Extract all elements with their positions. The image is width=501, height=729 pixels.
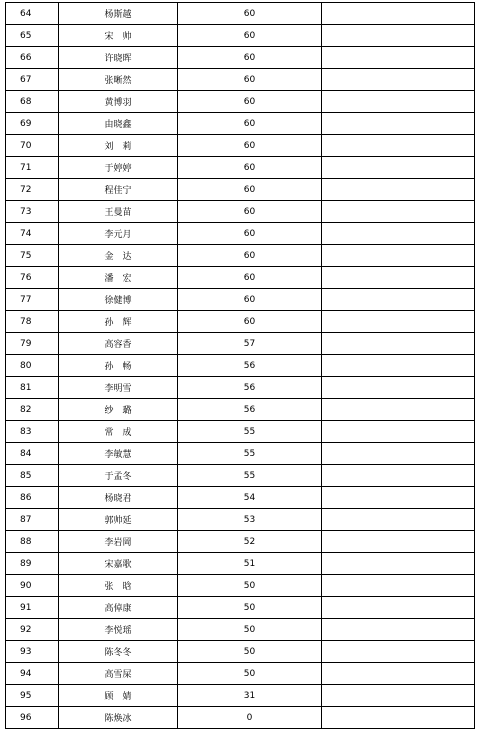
- remark-cell: [322, 3, 475, 25]
- table-row: [6, 179, 475, 201]
- remark-cell: [322, 91, 475, 113]
- row-number-cell: 74: [6, 223, 59, 245]
- score-cell: 50: [178, 663, 322, 685]
- score-cell: 60: [178, 179, 322, 201]
- row-number-cell: 95: [6, 685, 59, 707]
- remark-cell: [322, 25, 475, 47]
- score-cell: 60: [178, 69, 322, 91]
- name-cell: 杨斯越: [59, 3, 178, 25]
- score-cell: 53: [178, 509, 322, 531]
- table-row: [6, 487, 475, 509]
- remark-cell: [322, 597, 475, 619]
- remark-cell: [322, 421, 475, 443]
- row-number-cell: 80: [6, 355, 59, 377]
- score-cell: 50: [178, 597, 322, 619]
- row-number-cell: 85: [6, 465, 59, 487]
- remark-cell: [322, 311, 475, 333]
- table-row: [6, 575, 475, 597]
- score-cell: 54: [178, 487, 322, 509]
- score-cell: 60: [178, 223, 322, 245]
- remark-cell: [322, 355, 475, 377]
- table-row: [6, 223, 475, 245]
- name-cell: 宋嘉歌: [59, 553, 178, 575]
- remark-cell: [322, 487, 475, 509]
- table-row: [6, 333, 475, 355]
- table-row: [6, 421, 475, 443]
- table-row: [6, 355, 475, 377]
- table-row: [6, 25, 475, 47]
- name-cell: 李明雪: [59, 377, 178, 399]
- table-row: [6, 289, 475, 311]
- table-row: [6, 465, 475, 487]
- score-cell: 60: [178, 157, 322, 179]
- table-row: [6, 399, 475, 421]
- score-cell: 31: [178, 685, 322, 707]
- table-row: [6, 201, 475, 223]
- score-cell: 60: [178, 91, 322, 113]
- name-cell: 杨晓君: [59, 487, 178, 509]
- row-number-cell: 94: [6, 663, 59, 685]
- score-cell: 56: [178, 355, 322, 377]
- remark-cell: [322, 267, 475, 289]
- score-cell: 60: [178, 3, 322, 25]
- remark-cell: [322, 201, 475, 223]
- remark-cell: [322, 69, 475, 91]
- score-cell: 55: [178, 443, 322, 465]
- row-number-cell: 64: [6, 3, 59, 25]
- name-cell: 刘 莉: [59, 135, 178, 157]
- row-number-cell: 75: [6, 245, 59, 267]
- remark-cell: [322, 707, 475, 729]
- row-number-cell: 84: [6, 443, 59, 465]
- row-number-cell: 70: [6, 135, 59, 157]
- name-cell: 孙 畅: [59, 355, 178, 377]
- score-cell: 55: [178, 465, 322, 487]
- remark-cell: [322, 399, 475, 421]
- remark-cell: [322, 289, 475, 311]
- row-number-cell: 65: [6, 25, 59, 47]
- name-cell: 纱 璐: [59, 399, 178, 421]
- name-cell: 徐健博: [59, 289, 178, 311]
- score-cell: 57: [178, 333, 322, 355]
- remark-cell: [322, 685, 475, 707]
- name-cell: 高容香: [59, 333, 178, 355]
- row-number-cell: 77: [6, 289, 59, 311]
- name-cell: 张 晗: [59, 575, 178, 597]
- name-cell: 陈冬冬: [59, 641, 178, 663]
- table-row: [6, 157, 475, 179]
- row-number-cell: 81: [6, 377, 59, 399]
- table-row: [6, 245, 475, 267]
- row-number-cell: 93: [6, 641, 59, 663]
- name-cell: 李悦瑶: [59, 619, 178, 641]
- name-cell: 李敏慧: [59, 443, 178, 465]
- row-number-cell: 89: [6, 553, 59, 575]
- row-number-cell: 90: [6, 575, 59, 597]
- remark-cell: [322, 531, 475, 553]
- row-number-cell: 92: [6, 619, 59, 641]
- remark-cell: [322, 509, 475, 531]
- score-cell: 55: [178, 421, 322, 443]
- table-row: [6, 47, 475, 69]
- remark-cell: [322, 619, 475, 641]
- table-row: [6, 509, 475, 531]
- remark-cell: [322, 135, 475, 157]
- row-number-cell: 87: [6, 509, 59, 531]
- row-number-cell: 79: [6, 333, 59, 355]
- remark-cell: [322, 663, 475, 685]
- table-row: [6, 597, 475, 619]
- name-cell: 高倬康: [59, 597, 178, 619]
- name-cell: 孙 辉: [59, 311, 178, 333]
- remark-cell: [322, 443, 475, 465]
- table-row: [6, 311, 475, 333]
- score-cell: 60: [178, 25, 322, 47]
- remark-cell: [322, 377, 475, 399]
- remark-cell: [322, 113, 475, 135]
- row-number-cell: 82: [6, 399, 59, 421]
- score-cell: 50: [178, 641, 322, 663]
- remark-cell: [322, 223, 475, 245]
- score-cell: 56: [178, 377, 322, 399]
- name-cell: 宋 帅: [59, 25, 178, 47]
- remark-cell: [322, 575, 475, 597]
- name-cell: 许晓晖: [59, 47, 178, 69]
- name-cell: 于孟冬: [59, 465, 178, 487]
- score-cell: 52: [178, 531, 322, 553]
- table-row: [6, 531, 475, 553]
- row-number-cell: 72: [6, 179, 59, 201]
- row-number-cell: 67: [6, 69, 59, 91]
- name-cell: 陈焕冰: [59, 707, 178, 729]
- row-number-cell: 69: [6, 113, 59, 135]
- name-cell: 由晓鑫: [59, 113, 178, 135]
- remark-cell: [322, 553, 475, 575]
- name-cell: 郭帅延: [59, 509, 178, 531]
- score-cell: 56: [178, 399, 322, 421]
- row-number-cell: 68: [6, 91, 59, 113]
- name-cell: 李元月: [59, 223, 178, 245]
- row-number-cell: 91: [6, 597, 59, 619]
- row-number-cell: 86: [6, 487, 59, 509]
- name-cell: 李岩岡: [59, 531, 178, 553]
- table-row: [6, 377, 475, 399]
- table-row: [6, 663, 475, 685]
- name-cell: 潘 宏: [59, 267, 178, 289]
- score-table-body: [6, 3, 475, 729]
- name-cell: 于婷婷: [59, 157, 178, 179]
- name-cell: 常 成: [59, 421, 178, 443]
- table-row: [6, 91, 475, 113]
- row-number-cell: 78: [6, 311, 59, 333]
- table-row: [6, 619, 475, 641]
- row-number-cell: 76: [6, 267, 59, 289]
- name-cell: 张晰然: [59, 69, 178, 91]
- score-cell: 50: [178, 575, 322, 597]
- remark-cell: [322, 245, 475, 267]
- score-cell: 60: [178, 289, 322, 311]
- table-row: [6, 3, 475, 25]
- table-row: [6, 69, 475, 91]
- row-number-cell: 83: [6, 421, 59, 443]
- row-number-cell: 73: [6, 201, 59, 223]
- name-cell: 程佳宁: [59, 179, 178, 201]
- table-row: [6, 685, 475, 707]
- score-cell: 60: [178, 311, 322, 333]
- row-number-cell: 71: [6, 157, 59, 179]
- score-cell: 60: [178, 113, 322, 135]
- row-number-cell: 96: [6, 707, 59, 729]
- row-number-cell: 66: [6, 47, 59, 69]
- table-row: [6, 707, 475, 729]
- remark-cell: [322, 47, 475, 69]
- remark-cell: [322, 641, 475, 663]
- score-cell: 60: [178, 245, 322, 267]
- remark-cell: [322, 157, 475, 179]
- score-table: [5, 2, 475, 729]
- name-cell: 高雪屎: [59, 663, 178, 685]
- score-cell: 50: [178, 619, 322, 641]
- table-row: [6, 135, 475, 157]
- score-cell: 60: [178, 135, 322, 157]
- row-number-cell: 88: [6, 531, 59, 553]
- score-cell: 60: [178, 201, 322, 223]
- remark-cell: [322, 465, 475, 487]
- remark-cell: [322, 333, 475, 355]
- score-cell: 0: [178, 707, 322, 729]
- name-cell: 顾 婧: [59, 685, 178, 707]
- score-cell: 60: [178, 267, 322, 289]
- name-cell: 黄博羽: [59, 91, 178, 113]
- remark-cell: [322, 179, 475, 201]
- table-row: [6, 553, 475, 575]
- score-cell: 60: [178, 47, 322, 69]
- score-cell: 51: [178, 553, 322, 575]
- table-row: [6, 443, 475, 465]
- name-cell: 金 达: [59, 245, 178, 267]
- name-cell: 王曼苗: [59, 201, 178, 223]
- table-row: [6, 641, 475, 663]
- table-row: [6, 113, 475, 135]
- table-row: [6, 267, 475, 289]
